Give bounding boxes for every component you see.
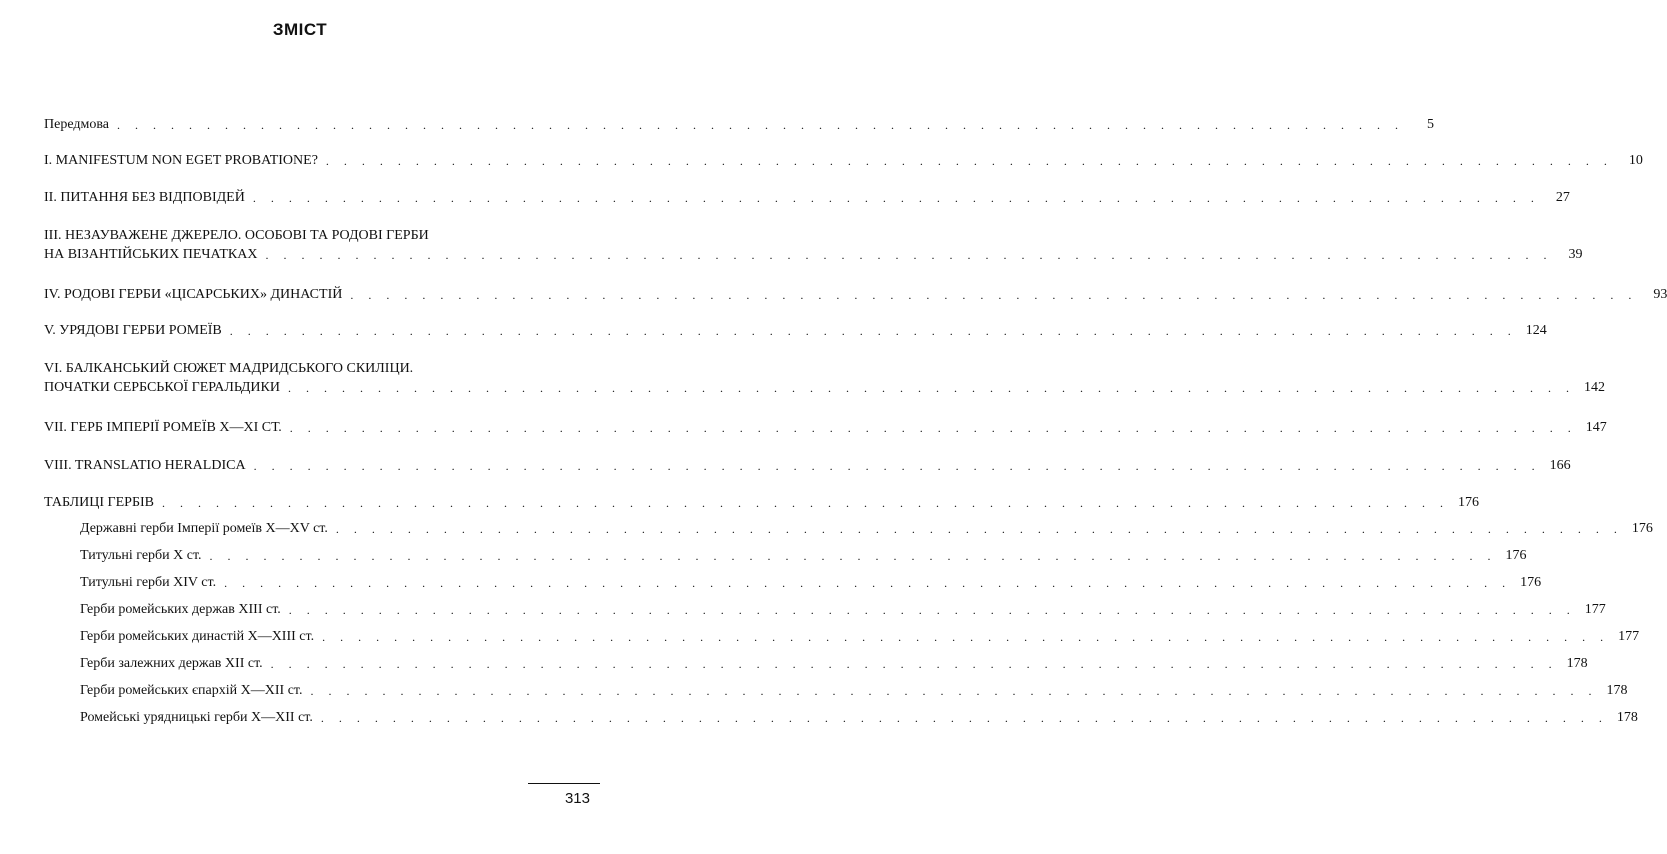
toc-entry-title: VIII. TRANSLATIO HERALDICA xyxy=(44,458,246,473)
toc-entry-chapter-7 xyxy=(44,419,1607,437)
dot-leader: . . . . . . . . . . . . . . . . . . . . . . . . . . . . . . . . . . . . . . . . . . . . . . . . . . . . . . . . . . . . . . . . . . . . . . . . xyxy=(209,549,1497,563)
dot-leader: . . . . . . . . . . . . . . . . . . . . . . . . . . . . . . . . . . . . . . . . . . . . . . . . . . . . . . . . . . . . . . . . . . . . . . . . xyxy=(224,576,1512,590)
toc-entry-chapter-2 xyxy=(44,189,1570,207)
dot-leader: . . . . . . . . . . . . . . . . . . . . . . . . . . . . . . . . . . . . . . . . . . . . . . . . . . . . . . . . . . . . . . . . . . . . . . . . xyxy=(288,603,1576,617)
toc-subentry xyxy=(80,574,1542,592)
toc-entry-chapter-5 xyxy=(44,322,1547,340)
toc-subentry-page: 176 xyxy=(1631,521,1653,536)
toc-entry-chapter-3 xyxy=(44,227,1583,264)
toc-subentry xyxy=(80,709,1638,727)
toc-entry-chapter-6 xyxy=(44,360,1605,397)
toc-entry-chapter-1 xyxy=(44,152,1643,170)
toc-entry-title: IV. РОДОВІ ГЕРБИ «ЦІСАРСЬКИХ» ДИНАСТІЙ xyxy=(44,287,343,302)
footer-rule xyxy=(528,783,600,784)
toc-subentry-page: 178 xyxy=(1566,656,1588,671)
toc-entry-page: 10 xyxy=(1628,153,1643,168)
toc-subentry-page: 176 xyxy=(1520,575,1542,590)
toc-subentry-title: Титульні герби X ст. xyxy=(80,548,202,563)
toc-entry-title: ТАБЛИЦІ ГЕРБІВ xyxy=(44,495,155,510)
dot-leader: . . . . . . . . . . . . . . . . . . . . . . . . . . . . . . . . . . . . . . . . . . . . . . . . . . . . . . . . . . . . . . . . . . . . . . . . xyxy=(287,381,1575,395)
toc-entry-page: 5 xyxy=(1426,117,1434,132)
toc-entry-title: Передмова xyxy=(44,117,109,132)
toc-entry-page: 176 xyxy=(1458,495,1480,510)
toc-entry-page: 39 xyxy=(1568,247,1583,262)
dot-leader: . . . . . . . . . . . . . . . . . . . . . . . . . . . . . . . . . . . . . . . . . . . . . . . . . . . . . . . . . . . . . . . . . . . . . . . . xyxy=(265,248,1553,262)
dot-leader: . . . . . . . . . . . . . . . . . . . . . . . . . . . . . . . . . . . . . . . . . . . . . . . . . . . . . . . . . . . . . . . . . . . . . . . . xyxy=(252,191,1540,205)
toc-subentry-page: 177 xyxy=(1584,602,1606,617)
dot-leader: . . . . . . . . . . . . . . . . . . . . . . . . . . . . . . . . . . . . . . . . . . . . . . . . . . . . . . . . . . . . . . . . . . . . . . . . xyxy=(229,324,1517,338)
toc-subentry xyxy=(80,601,1606,619)
dot-leader: . . . . . . . . . . . . . . . . . . . . . . . . . . . . . . . . . . . . . . . . . . . . . . . . . . . . . . . . . . . . . . . . . . . . . . . . xyxy=(322,630,1610,644)
dot-leader: . . . . . . . . . . . . . . . . . . . . . . . . . . . . . . . . . . . . . . . . . . . . . . . . . . . . . . . . . . . . . . . . . . . . . . . . xyxy=(320,711,1608,725)
toc-subentry-title: Титульні герби XIV ст. xyxy=(80,575,217,590)
toc-subentry-title: Герби ромейських держав XIII ст. xyxy=(80,602,281,617)
dot-leader: . . . . . . . . . . . . . . . . . . . . . . . . . . . . . . . . . . . . . . . . . . . . . . . . . . . . . . . . . . . . . . . . . . . . . . . . xyxy=(162,496,1450,510)
page-number: 313 xyxy=(564,790,590,807)
toc-entry-page: 147 xyxy=(1585,420,1607,435)
dot-leader: . . . . . . . . . . . . . . . . . . . . . . . . . . . . . . . . . . . . . . . . . . . . . . . . . . . . . . . . . . . . . . . . . . . . . . . . xyxy=(289,421,1577,435)
toc-subentry xyxy=(80,655,1588,673)
toc-subentry-title: Герби залежних держав XII ст. xyxy=(80,656,263,671)
toc-subentry-page: 178 xyxy=(1616,710,1638,725)
dot-leader: . . . . . . . . . . . . . . . . . . . . . . . . . . . . . . . . . . . . . . . . . . . . . . . . . . . . . . . . . . . . . . . . . . . . . . . . xyxy=(350,288,1638,302)
dot-leader: . . . . . . . . . . . . . . . . . . . . . . . . . . . . . . . . . . . . . . . . . . . . . . . . . . . . . . . . . . . . . . . . . . . . . . . . xyxy=(270,657,1558,671)
toc-entry-title-line1: III. НЕЗАУВАЖЕНЕ ДЖЕРЕЛО. ОСОБОВІ ТА РОДОВІ ГЕРБИ xyxy=(44,228,429,243)
toc-subentry-page: 176 xyxy=(1505,548,1527,563)
toc-subentry-title: Ромейські урядницькі герби X—XII ст. xyxy=(80,710,313,725)
dot-leader: . . . . . . . . . . . . . . . . . . . . . . . . . . . . . . . . . . . . . . . . . . . . . . . . . . . . . . . . . . . . . . . . . . . . . . . . xyxy=(335,522,1623,536)
toc-entry-chapter-8 xyxy=(44,457,1571,475)
toc-subentry-page: 177 xyxy=(1618,629,1640,644)
toc-subentry-title: Державні герби Імперії ромеїв X—XV ст. xyxy=(80,521,328,536)
toc-subentry-page: 178 xyxy=(1606,683,1628,698)
toc-entry-page: 93 xyxy=(1653,287,1667,302)
toc-entry-title-line1: VI. БАЛКАНСЬКИЙ СЮЖЕТ МАДРИДСЬКОГО СКИЛІЦИ. xyxy=(44,361,414,376)
toc-entry-title-line2: НА ВІЗАНТІЙСЬКИХ ПЕЧАТКАХ xyxy=(44,247,258,262)
toc-entry-title: II. ПИТАННЯ БЕЗ ВІДПОВІДЕЙ xyxy=(44,190,245,205)
toc-entry-title: I. MANIFESTUM NON EGET PROBATIONE? xyxy=(44,153,318,168)
toc-entry-title-line2: ПОЧАТКИ СЕРБСЬКОЇ ГЕРАЛЬДИКИ xyxy=(44,380,280,395)
toc-subentry xyxy=(80,682,1628,700)
toc-entry-page: 27 xyxy=(1555,190,1570,205)
toc-subentry-title: Герби ромейських династій X—XIII ст. xyxy=(80,629,315,644)
toc-entry-foreword xyxy=(44,116,1434,134)
toc-subentry-title: Герби ромейських єпархій X—XII ст. xyxy=(80,683,303,698)
dot-leader: . . . . . . . . . . . . . . . . . . . . . . . . . . . . . . . . . . . . . . . . . . . . . . . . . . . . . . . . . . . . . . . . . . . . . . . . xyxy=(253,459,1541,473)
toc-subentry xyxy=(80,520,1653,538)
toc-entry-title: VII. ГЕРБ ІМПЕРІЇ РОМЕЇВ X—XI СТ. xyxy=(44,420,282,435)
toc-entry-tables xyxy=(44,494,1480,512)
dot-leader: . . . . . . . . . . . . . . . . . . . . . . . . . . . . . . . . . . . . . . . . . . . . . . . . . . . . . . . . . . . . . . . . . . . . . . . . xyxy=(310,684,1598,698)
page-title: ЗМІСТ xyxy=(272,20,328,39)
toc-entry-page: 142 xyxy=(1583,380,1605,395)
toc-entry-page: 166 xyxy=(1549,458,1571,473)
dot-leader: . . . . . . . . . . . . . . . . . . . . . . . . . . . . . . . . . . . . . . . . . . . . . . . . . . . . . . . . . . . . . . . . . . . . . . . . xyxy=(325,154,1613,168)
toc-entry-title: V. УРЯДОВІ ГЕРБИ РОМЕЇВ xyxy=(44,323,222,338)
toc-subentry xyxy=(80,547,1527,565)
toc-entry-chapter-4 xyxy=(44,286,1667,304)
dot-leader: . . . . . . . . . . . . . . . . . . . . . . . . . . . . . . . . . . . . . . . . . . . . . . . . . . . . . . . . . . . . . . . . . . . . . . . . xyxy=(116,118,1404,132)
toc-subentry xyxy=(80,628,1640,646)
toc-entry-page: 124 xyxy=(1525,323,1547,338)
